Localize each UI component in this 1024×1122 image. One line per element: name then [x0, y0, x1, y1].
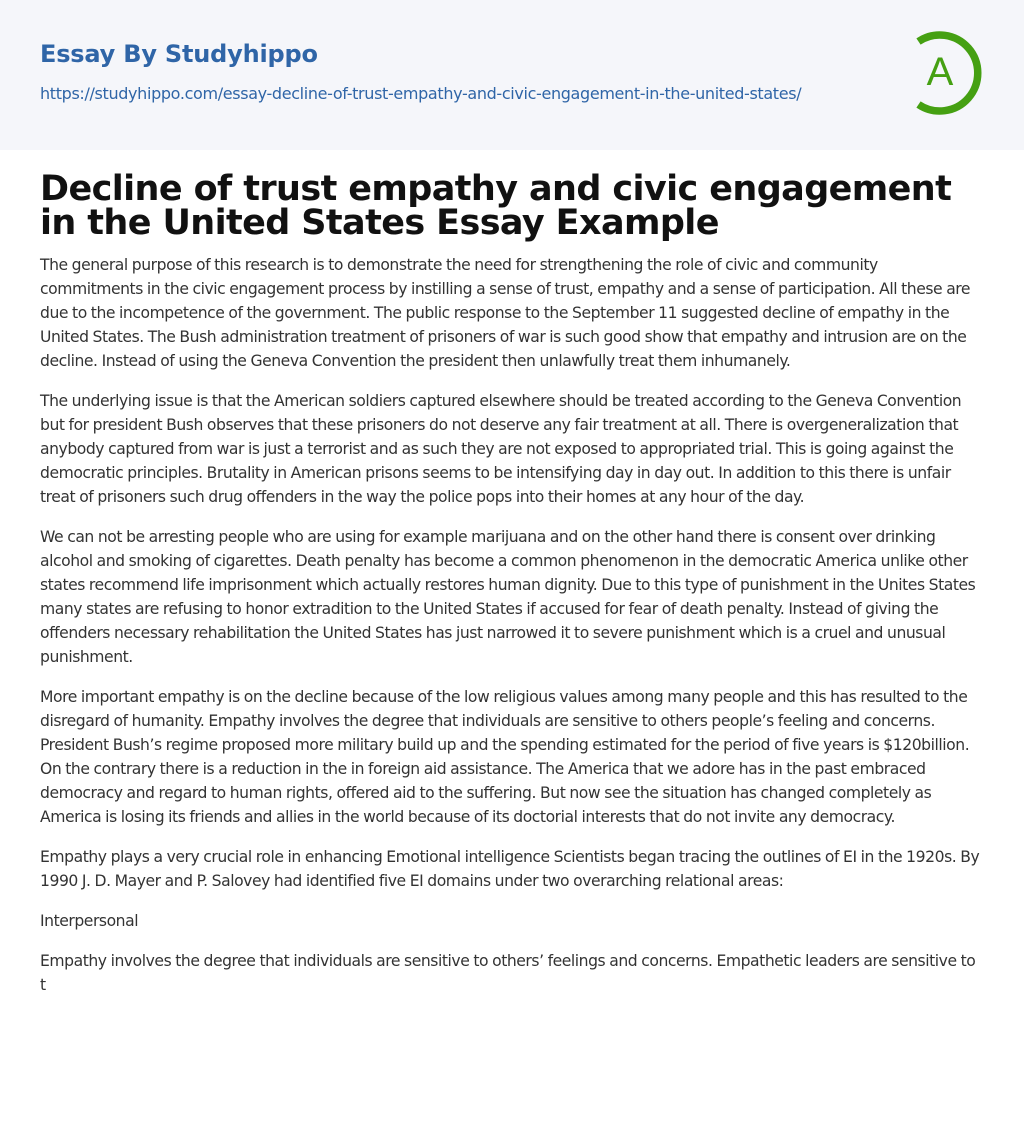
- site-brand: Essay By Studyhippo: [40, 40, 318, 68]
- source-url-link[interactable]: https://studyhippo.com/essay-decline-of-trust-empathy-and-civic-engagement-in-the-united-states/: [40, 84, 802, 103]
- grade-letter: A: [926, 50, 954, 94]
- essay-paragraph: The general purpose of this research is to demonstrate the need for strengthening the role of civic and community commitments in the civic engagement process by instilling a sense of trust, empathy and a sense of participation. All these are due to the incompetence of the government. The public response to the September 11 suggested decline of empathy in the United States. The Bush administration treatment of prisoners of war is such good show that empathy and intrusion are on the decline. Instead of using the Geneva Convention the president then unlawfully treat them inhumanely.: [40, 256, 971, 370]
- essay-paragraph: More important empathy is on the decline because of the low religious values among many people and this has resulted to the disregard of humanity. Empathy involves the degree that individuals are sensitive to others people’s feeling and concerns. President Bush’s regime proposed more military build up and the spending estimated for the period of five years is $120billion. On the contrary there is a reduction in the in foreign aid assistance. The America that we adore has in the past embraced democracy and regard to human rights, offered aid to the suffering. But now see the situation has changed completely as America is losing its friends and allies in the world because of its doctorial interests that do not invite any democracy.: [40, 688, 970, 826]
- site-header: [0, 0, 1024, 150]
- essay-paragraph: The underlying issue is that the American soldiers captured elsewhere should be treated according to the Geneva Convention but for president Bush observes that these prisoners do not deserve any fair treatment at all. There is overgeneralization that anybody captured from war is just a terrorist and as such they are not exposed to appropriated trial. This is going against the democratic principles. Brutality in American prisons seems to be intensifying day in day out. In addition to this there is unfair treat of prisoners such drug offenders in the way the police pops into their homes at any hour of the day.: [40, 392, 962, 506]
- essay-subheading: Interpersonal: [40, 912, 139, 930]
- essay-content: [0, 169, 1024, 997]
- grade-badge: [898, 28, 988, 118]
- essay-title: Decline of trust empathy and civic engagement in the United States Essay Example: [40, 169, 952, 243]
- essay-paragraph-truncated: Empathy involves the degree that individuals are sensitive to others’ feelings and concerns. Empathetic leaders are sensitive to t: [40, 952, 976, 994]
- grade-circle-icon: [898, 28, 988, 118]
- essay-paragraph: We can not be arresting people who are using for example marijuana and on the other hand there is consent over drinking alcohol and smoking of cigarettes. Death penalty has become a common phenomenon in the democratic America unlike other states recommend life imprisonment which actually restores human dignity. Due to this type of punishment in the Unites States many states are refusing to honor extradition to the United States if accused for fear of death penalty. Instead of giving the offenders necessary rehabilitation the United States has just narrowed it to severe punishment which is a cruel and unusual punishment.: [40, 528, 976, 666]
- essay-paragraph: Empathy plays a very crucial role in enhancing Emotional intelligence Scientists began tracing the outlines of EI in the 1920s. By 1990 J. D. Mayer and P. Salovey had identified five EI domains under two overarching relational areas:: [40, 848, 980, 890]
